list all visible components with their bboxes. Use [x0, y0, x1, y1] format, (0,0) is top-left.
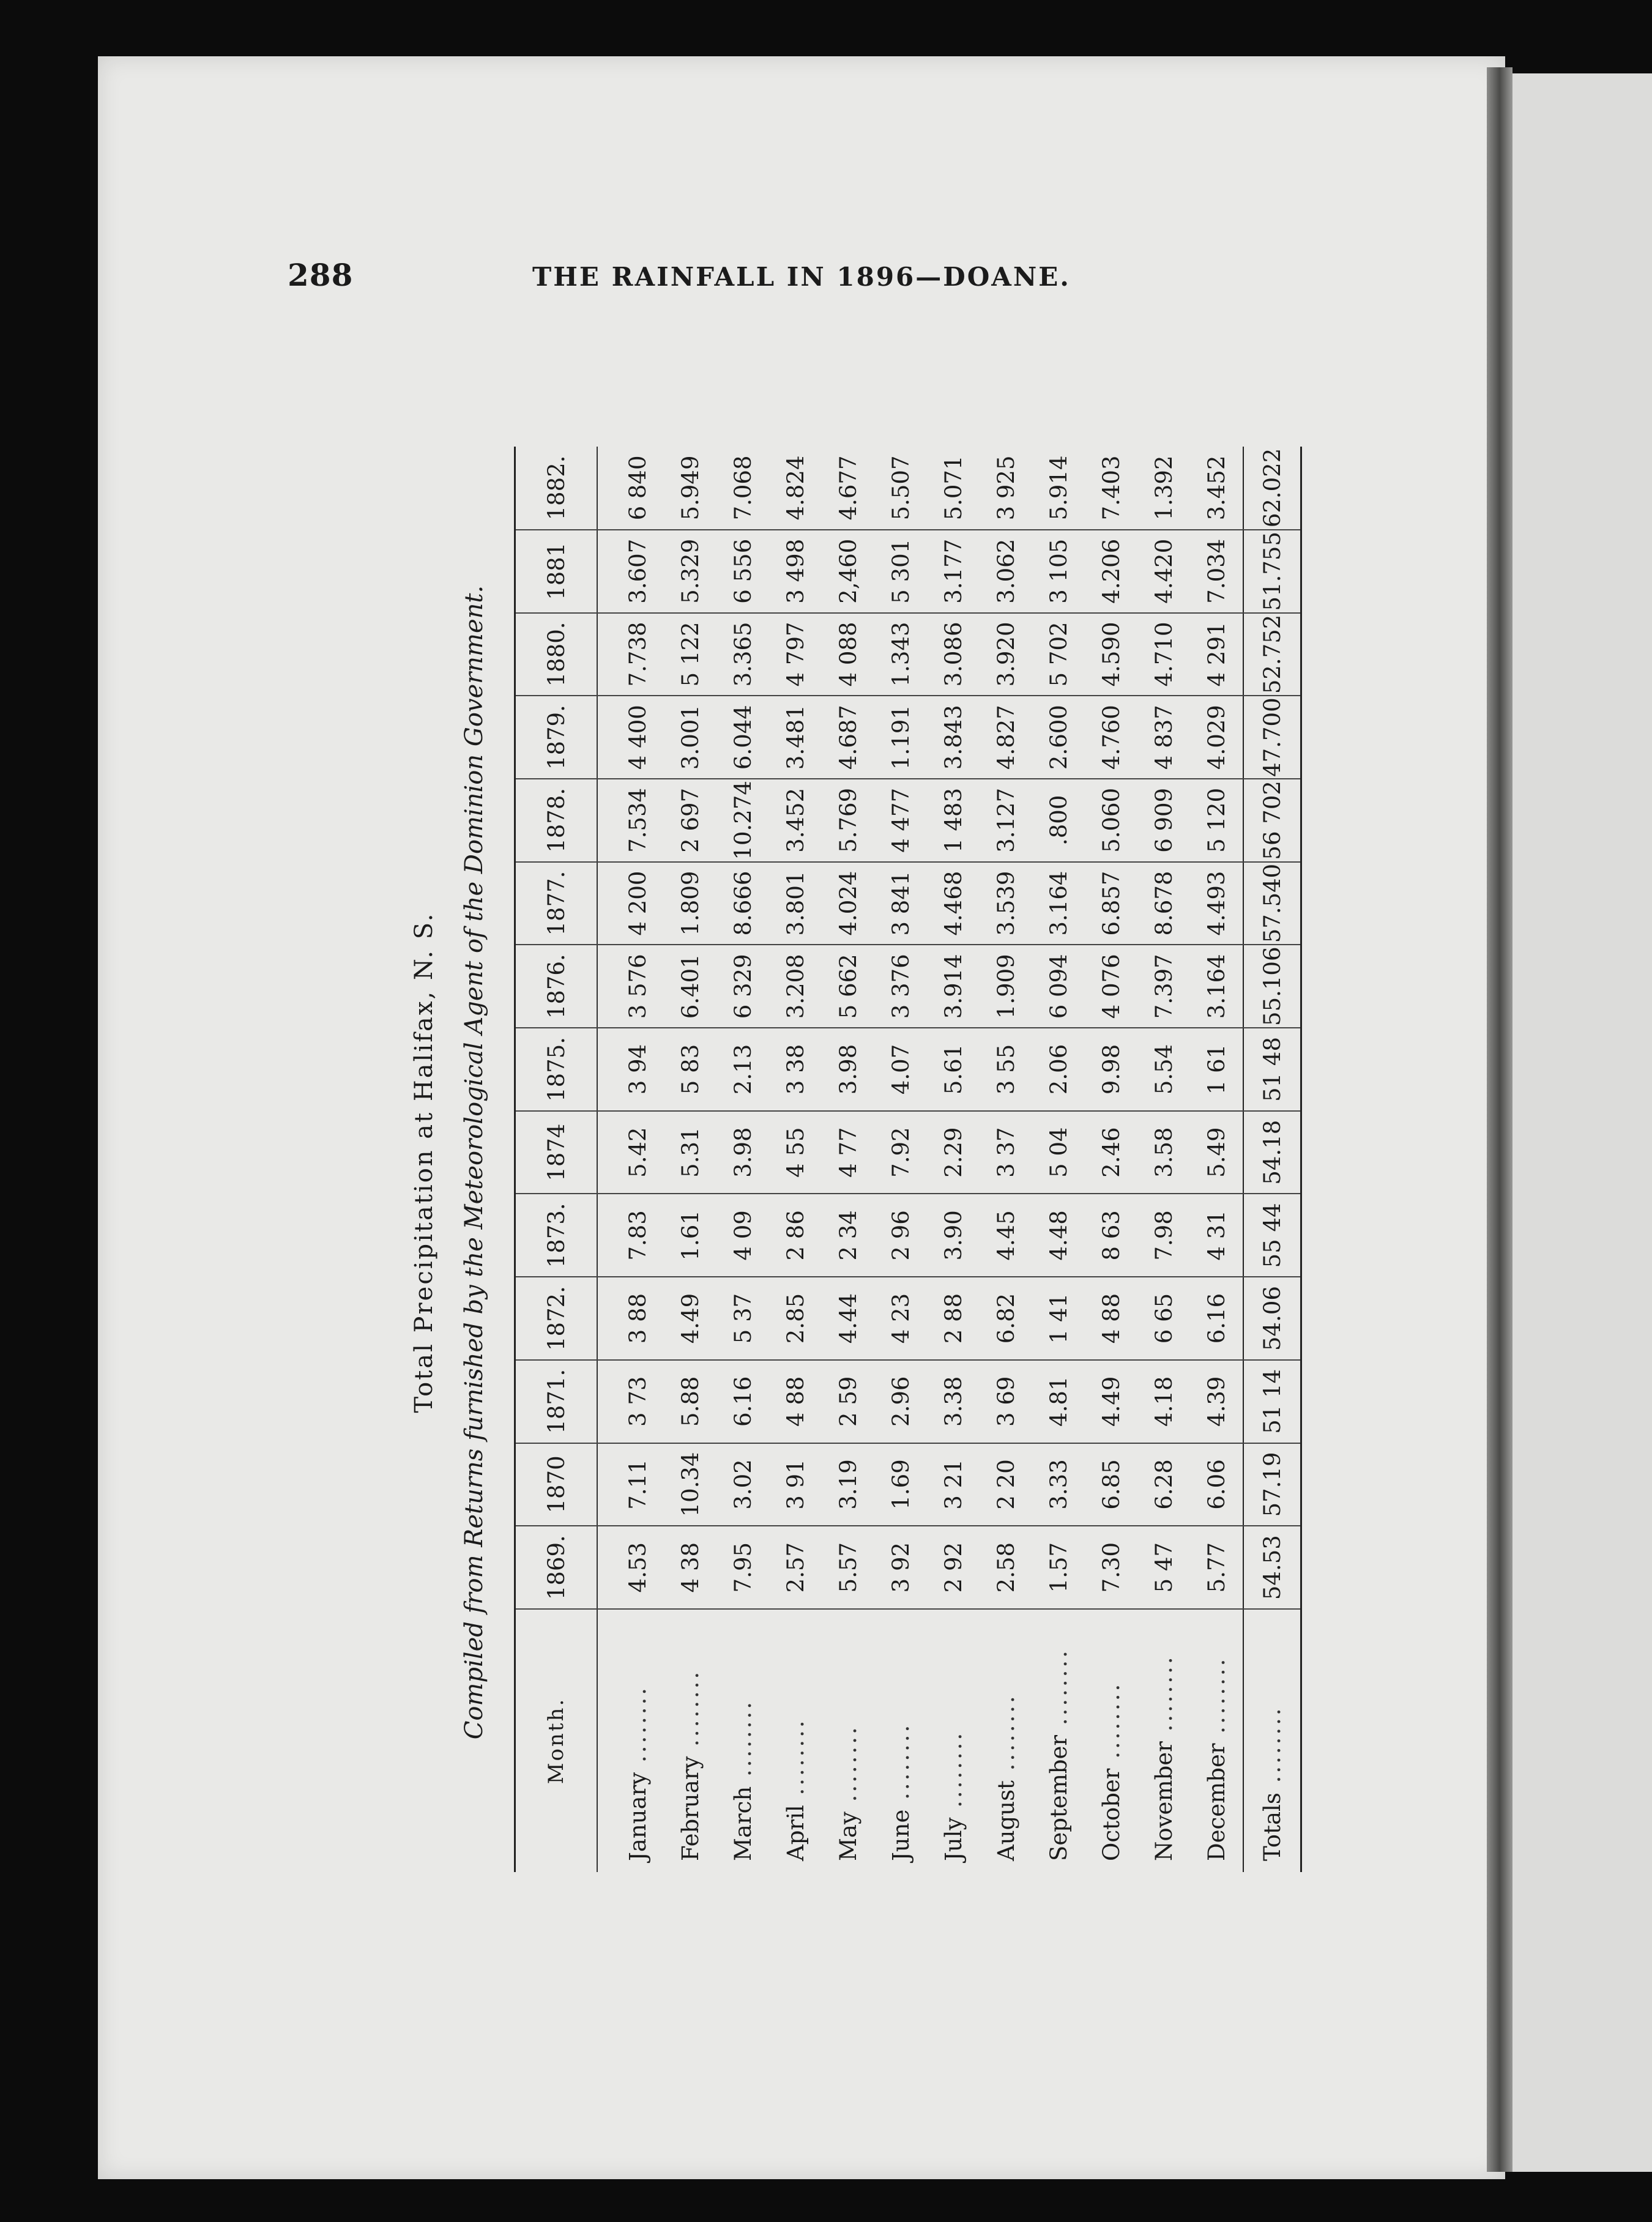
year-header: 1877.	[515, 862, 598, 945]
row-label: Totals	[1259, 1793, 1286, 1861]
value-cell: 4.687	[822, 696, 874, 779]
value-cell: 7.92	[874, 1111, 927, 1194]
table-subtitle: Compiled from Returns furnished by the Meteorological Agent of the Dominion Government.	[460, 585, 488, 1740]
value-cell: 6.82	[980, 1277, 1032, 1360]
row-label-cell	[927, 1609, 980, 1872]
row-label: August	[992, 1780, 1019, 1861]
value-cell: 3 21	[927, 1443, 980, 1526]
value-cell: 6 556	[716, 530, 769, 613]
leader-dots: ........	[1045, 1648, 1072, 1735]
value-cell: 3.02	[716, 1443, 769, 1526]
row-label: March	[729, 1786, 756, 1861]
value-cell: 7.83	[597, 1194, 664, 1277]
row-label-cell	[874, 1609, 927, 1872]
value-cell: 3.365	[716, 613, 769, 696]
row-label-cell	[1190, 1609, 1243, 1872]
value-cell: 62.022	[1243, 447, 1301, 530]
table-row	[716, 447, 769, 1872]
row-label-cell	[716, 1609, 769, 1872]
table-row	[980, 447, 1032, 1872]
value-cell: 2.29	[927, 1111, 980, 1194]
value-cell: 2 92	[927, 1526, 980, 1609]
row-label-cell	[1085, 1609, 1137, 1872]
value-cell: 10.274	[716, 779, 769, 862]
precipitation-table	[514, 447, 1302, 1872]
value-cell: 5.507	[874, 447, 927, 530]
value-cell: 3.164	[1190, 945, 1243, 1028]
value-cell: 4 076	[1085, 945, 1137, 1028]
value-cell: 6 840	[597, 447, 664, 530]
value-cell: 5.57	[822, 1526, 874, 1609]
value-cell: 3.920	[980, 613, 1032, 696]
value-cell: 1.69	[874, 1443, 927, 1526]
row-label-cell	[664, 1609, 716, 1872]
value-cell: 3 38	[769, 1028, 822, 1111]
leader-dots: ........	[1259, 1706, 1286, 1793]
value-cell: 8.678	[1137, 862, 1190, 945]
page-header	[288, 257, 1450, 300]
value-cell: 4.45	[980, 1194, 1032, 1277]
table-row	[597, 447, 664, 1872]
value-cell: 3 92	[874, 1526, 927, 1609]
row-label: April	[782, 1805, 809, 1861]
value-cell: 3.90	[927, 1194, 980, 1277]
value-cell: 4 291	[1190, 613, 1243, 696]
value-cell: 51 48	[1243, 1028, 1301, 1111]
value-cell: 3.062	[980, 530, 1032, 613]
row-label-cell	[980, 1609, 1032, 1872]
value-cell: 3 55	[980, 1028, 1032, 1111]
value-cell: 7.98	[1137, 1194, 1190, 1277]
value-cell: 7.11	[597, 1443, 664, 1526]
value-cell: 51.755	[1243, 530, 1301, 613]
value-cell: 4.468	[927, 862, 980, 945]
value-cell: 2.85	[769, 1277, 822, 1360]
page-number: 288	[288, 257, 354, 293]
value-cell: 6.044	[716, 696, 769, 779]
value-cell: 5 122	[664, 613, 716, 696]
value-cell: 2 96	[874, 1194, 927, 1277]
value-cell: 3 73	[597, 1360, 664, 1443]
table-row	[927, 447, 980, 1872]
value-cell: 4 400	[597, 696, 664, 779]
value-cell: 3.98	[716, 1111, 769, 1194]
row-label-cell	[1137, 1609, 1190, 1872]
value-cell: 3 37	[980, 1111, 1032, 1194]
value-cell: 6.857	[1085, 862, 1137, 945]
year-header: 1876.	[515, 945, 598, 1028]
value-cell: 6 329	[716, 945, 769, 1028]
value-cell: 5.54	[1137, 1028, 1190, 1111]
value-cell: 57.19	[1243, 1443, 1301, 1526]
value-cell: 7.034	[1190, 530, 1243, 613]
value-cell: 5.769	[822, 779, 874, 862]
year-header: 1879.	[515, 696, 598, 779]
value-cell: 4.49	[664, 1277, 716, 1360]
value-cell: 5.914	[1032, 447, 1085, 530]
row-label-cell	[597, 1609, 664, 1872]
totals-row	[1243, 447, 1301, 1872]
value-cell: 4.44	[822, 1277, 874, 1360]
leader-dots: ........	[624, 1685, 651, 1772]
value-cell: 2.06	[1032, 1028, 1085, 1111]
row-label-cell	[1243, 1609, 1301, 1872]
value-cell: 56 702	[1243, 779, 1301, 862]
value-cell: 5 47	[1137, 1526, 1190, 1609]
value-cell: 4 837	[1137, 696, 1190, 779]
value-cell: 3.208	[769, 945, 822, 1028]
page-gutter	[1487, 67, 1512, 2172]
table-row	[874, 447, 927, 1872]
row-label: October	[1098, 1768, 1125, 1861]
facing-page-edge	[1512, 73, 1652, 2172]
value-cell: 3.98	[822, 1028, 874, 1111]
leader-dots: ........	[677, 1669, 704, 1756]
value-cell: 4 88	[1085, 1277, 1137, 1360]
value-cell: 3.177	[927, 530, 980, 613]
row-label-cell	[822, 1609, 874, 1872]
value-cell: 4.824	[769, 447, 822, 530]
value-cell: 4 55	[769, 1111, 822, 1194]
value-cell: 52.752	[1243, 613, 1301, 696]
value-cell: 4.81	[1032, 1360, 1085, 1443]
leader-dots: ........	[835, 1725, 861, 1812]
value-cell: 4 31	[1190, 1194, 1243, 1277]
year-header: 1874	[515, 1111, 598, 1194]
row-label: December	[1203, 1743, 1230, 1861]
row-label: November	[1150, 1741, 1177, 1861]
leader-dots: ........	[940, 1730, 967, 1818]
year-header: 1873.	[515, 1194, 598, 1277]
value-cell: 2.96	[874, 1360, 927, 1443]
value-cell: 4 77	[822, 1111, 874, 1194]
value-cell: 3.452	[1190, 447, 1243, 530]
value-cell: 5 662	[822, 945, 874, 1028]
year-header: 1881	[515, 530, 598, 613]
year-header: 1871.	[515, 1360, 598, 1443]
value-cell: 5.77	[1190, 1526, 1243, 1609]
value-cell: 3.607	[597, 530, 664, 613]
row-label: September	[1045, 1734, 1072, 1861]
row-label: February	[677, 1756, 704, 1861]
value-cell: 3.801	[769, 862, 822, 945]
value-cell: 6.28	[1137, 1443, 1190, 1526]
value-cell: 6 094	[1032, 945, 1085, 1028]
value-cell: 5.329	[664, 530, 716, 613]
value-cell: 5.071	[927, 447, 980, 530]
value-cell: 4 38	[664, 1526, 716, 1609]
value-cell: 4.48	[1032, 1194, 1085, 1277]
year-header: 1882.	[515, 447, 598, 530]
value-cell: 7.403	[1085, 447, 1137, 530]
value-cell: 5.31	[664, 1111, 716, 1194]
value-cell: 1.909	[980, 945, 1032, 1028]
table-row	[1190, 447, 1243, 1872]
value-cell: 3 94	[597, 1028, 664, 1111]
table-row	[1085, 447, 1137, 1872]
leader-dots: ........	[782, 1718, 809, 1805]
value-cell: 2.58	[980, 1526, 1032, 1609]
value-cell: 5.949	[664, 447, 716, 530]
value-cell: 9.98	[1085, 1028, 1137, 1111]
row-label: January	[624, 1772, 651, 1861]
value-cell: 4 797	[769, 613, 822, 696]
value-cell: 8 63	[1085, 1194, 1137, 1277]
value-cell: 6 909	[1137, 779, 1190, 862]
value-cell: 2,460	[822, 530, 874, 613]
value-cell: 1 41	[1032, 1277, 1085, 1360]
value-cell: 8.666	[716, 862, 769, 945]
month-column-header: Month.	[544, 1697, 568, 1785]
value-cell: 4.590	[1085, 613, 1137, 696]
table-row	[664, 447, 716, 1872]
value-cell: 5.88	[664, 1360, 716, 1443]
value-cell: 3 925	[980, 447, 1032, 530]
value-cell: 4.18	[1137, 1360, 1190, 1443]
value-cell: 4 23	[874, 1277, 927, 1360]
table-row	[822, 447, 874, 1872]
value-cell: 5 83	[664, 1028, 716, 1111]
year-header: 1870	[515, 1443, 598, 1526]
value-cell: 2 59	[822, 1360, 874, 1443]
value-cell: 7.397	[1137, 945, 1190, 1028]
leader-dots: ........	[1203, 1656, 1230, 1744]
value-cell: 3.843	[927, 696, 980, 779]
value-cell: 5 37	[716, 1277, 769, 1360]
value-cell: 3.164	[1032, 862, 1085, 945]
value-cell: 55.106	[1243, 945, 1301, 1028]
value-cell: 4.39	[1190, 1360, 1243, 1443]
value-cell: 3 498	[769, 530, 822, 613]
value-cell: 5 702	[1032, 613, 1085, 696]
value-cell: .800	[1032, 779, 1085, 862]
value-cell: 51 14	[1243, 1360, 1301, 1443]
leader-dots: ........	[1150, 1654, 1177, 1742]
value-cell: 3.086	[927, 613, 980, 696]
value-cell: 5.61	[927, 1028, 980, 1111]
value-cell: 6.16	[1190, 1277, 1243, 1360]
rotated-table-block	[379, 428, 1358, 1897]
value-cell: 3 576	[597, 945, 664, 1028]
table-title: Total Precipitation at Halifax, N. S.	[410, 912, 438, 1413]
value-cell: 6 65	[1137, 1277, 1190, 1360]
value-cell: 1.191	[874, 696, 927, 779]
value-cell: 5 04	[1032, 1111, 1085, 1194]
value-cell: 4.827	[980, 696, 1032, 779]
value-cell: 57.540	[1243, 862, 1301, 945]
value-cell: 2.57	[769, 1526, 822, 1609]
value-cell: 5.49	[1190, 1111, 1243, 1194]
value-cell: 2.13	[716, 1028, 769, 1111]
year-header: 1880.	[515, 613, 598, 696]
value-cell: 4.024	[822, 862, 874, 945]
value-cell: 4.493	[1190, 862, 1243, 945]
value-cell: 1.61	[664, 1194, 716, 1277]
year-header: 1869.	[515, 1526, 598, 1609]
value-cell: 4 088	[822, 613, 874, 696]
table-row	[1137, 447, 1190, 1872]
value-cell: 1.392	[1137, 447, 1190, 530]
value-cell: 3.914	[927, 945, 980, 1028]
value-cell: 4.677	[822, 447, 874, 530]
leader-dots: ........	[887, 1722, 914, 1810]
value-cell: 3 376	[874, 945, 927, 1028]
value-cell: 4 88	[769, 1360, 822, 1443]
value-cell: 4.029	[1190, 696, 1243, 779]
value-cell: 1 61	[1190, 1028, 1243, 1111]
value-cell: 4.760	[1085, 696, 1137, 779]
table-row	[769, 447, 822, 1872]
leader-dots: ........	[992, 1693, 1019, 1781]
value-cell: 3 88	[597, 1277, 664, 1360]
value-cell: 3 105	[1032, 530, 1085, 613]
value-cell: 7.068	[716, 447, 769, 530]
year-header: 1872.	[515, 1277, 598, 1360]
value-cell: 1.809	[664, 862, 716, 945]
value-cell: 1.343	[874, 613, 927, 696]
value-cell: 5 301	[874, 530, 927, 613]
value-cell: 47.700	[1243, 696, 1301, 779]
value-cell: 7.30	[1085, 1526, 1137, 1609]
value-cell: 7.95	[716, 1526, 769, 1609]
row-label: May	[835, 1811, 861, 1861]
value-cell: 4.07	[874, 1028, 927, 1111]
value-cell: 3.33	[1032, 1443, 1085, 1526]
row-label-cell	[769, 1609, 822, 1872]
precipitation-table-wrap	[514, 447, 1302, 1872]
value-cell: 54.53	[1243, 1526, 1301, 1609]
table-header-row	[515, 447, 598, 1872]
value-cell: 3.58	[1137, 1111, 1190, 1194]
value-cell: 7.534	[597, 779, 664, 862]
value-cell: 4 09	[716, 1194, 769, 1277]
value-cell: 4 200	[597, 862, 664, 945]
value-cell: 5.42	[597, 1111, 664, 1194]
value-cell: 7.738	[597, 613, 664, 696]
value-cell: 6.85	[1085, 1443, 1137, 1526]
table-body	[597, 447, 1301, 1872]
value-cell: 3.19	[822, 1443, 874, 1526]
value-cell: 3.481	[769, 696, 822, 779]
value-cell: 3.38	[927, 1360, 980, 1443]
value-cell: 4 477	[874, 779, 927, 862]
value-cell: 3.452	[769, 779, 822, 862]
value-cell: 4.53	[597, 1526, 664, 1609]
value-cell: 2.46	[1085, 1111, 1137, 1194]
year-header: 1878.	[515, 779, 598, 862]
value-cell: 1.57	[1032, 1526, 1085, 1609]
value-cell: 4.420	[1137, 530, 1190, 613]
leader-dots: ........	[1098, 1681, 1125, 1769]
value-cell: 2.600	[1032, 696, 1085, 779]
running-head: THE RAINFALL IN 1896—DOANE.	[532, 262, 1071, 292]
value-cell: 4.710	[1137, 613, 1190, 696]
value-cell: 4.49	[1085, 1360, 1137, 1443]
value-cell: 5 120	[1190, 779, 1243, 862]
value-cell: 55 44	[1243, 1194, 1301, 1277]
value-cell: 5.060	[1085, 779, 1137, 862]
value-cell: 1 483	[927, 779, 980, 862]
value-cell: 2 86	[769, 1194, 822, 1277]
row-label: June	[887, 1809, 914, 1861]
leader-dots: ........	[729, 1699, 756, 1786]
value-cell: 2 34	[822, 1194, 874, 1277]
value-cell: 6.401	[664, 945, 716, 1028]
year-header: 1875.	[515, 1028, 598, 1111]
value-cell: 2 20	[980, 1443, 1032, 1526]
value-cell: 3.539	[980, 862, 1032, 945]
value-cell: 54.06	[1243, 1277, 1301, 1360]
table-row	[1032, 447, 1085, 1872]
value-cell: 3 69	[980, 1360, 1032, 1443]
row-label-cell	[1032, 1609, 1085, 1872]
value-cell: 3 91	[769, 1443, 822, 1526]
value-cell: 2 88	[927, 1277, 980, 1360]
value-cell: 4.206	[1085, 530, 1137, 613]
value-cell: 54.18	[1243, 1111, 1301, 1194]
value-cell: 3 841	[874, 862, 927, 945]
value-cell: 3.001	[664, 696, 716, 779]
value-cell: 6.06	[1190, 1443, 1243, 1526]
value-cell: 6.16	[716, 1360, 769, 1443]
value-cell: 2 697	[664, 779, 716, 862]
value-cell: 10.34	[664, 1443, 716, 1526]
row-label: July	[940, 1817, 967, 1861]
value-cell: 3.127	[980, 779, 1032, 862]
